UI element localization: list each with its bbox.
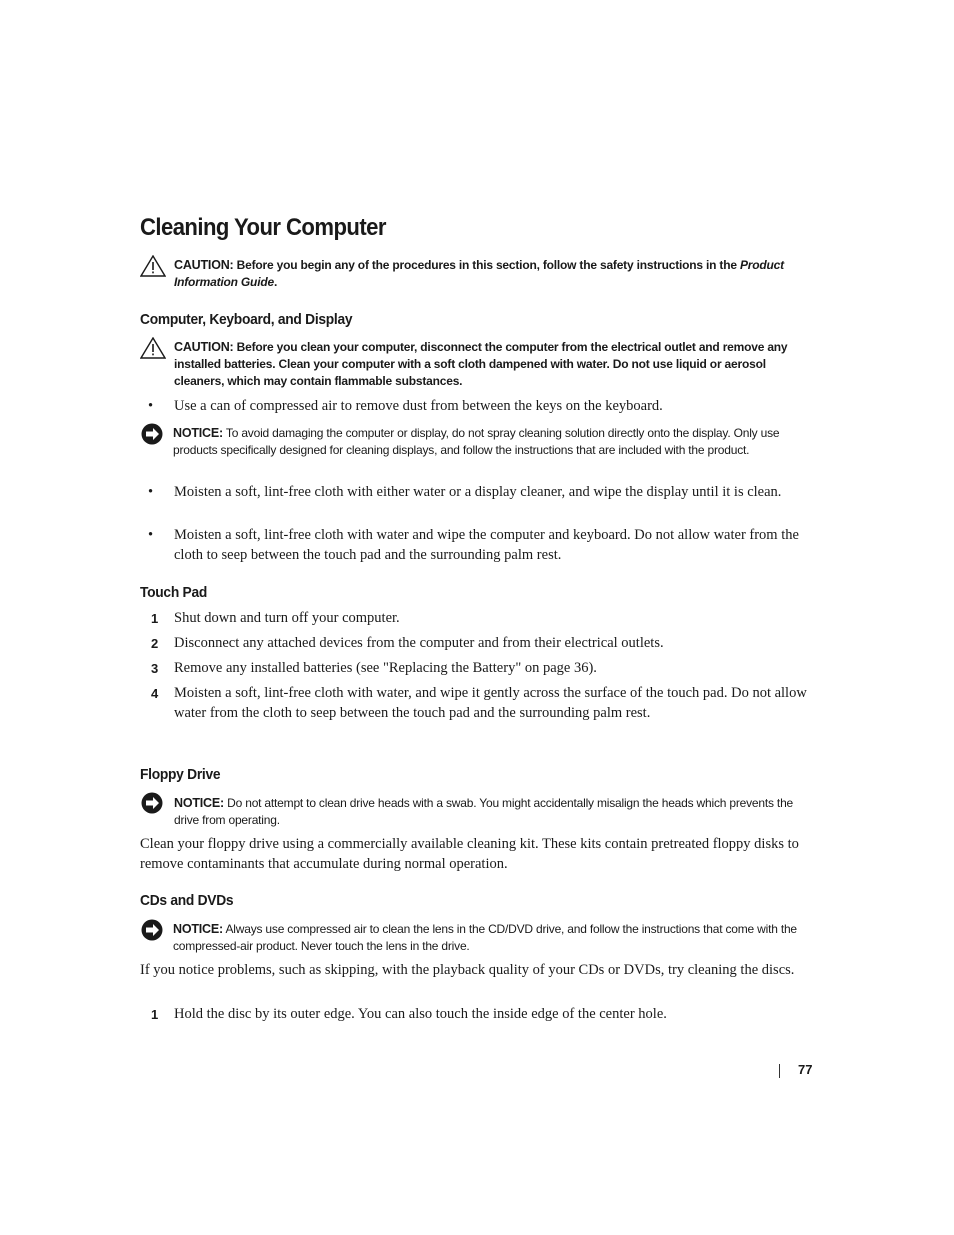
caution-intro-guide: Product Information Guide: [174, 258, 784, 289]
step-item: [140, 1005, 815, 1025]
notice-keyboard-body: To avoid damaging the computer or display, do not spray cleaning solution directly onto the display. Only use products specifically designed for cleaning displays, and follow the instructions that are included with the product.: [173, 426, 780, 457]
step-text: Shut down and turn off your computer.: [174, 610, 400, 626]
caution-label: CAUTION:: [174, 340, 234, 354]
section-heading-cds: CDs and DVDs: [140, 892, 234, 909]
step-number: 4: [151, 686, 159, 701]
notice-arrow-icon: [140, 792, 166, 814]
section-heading-keyboard: Computer, Keyboard, and Display: [140, 311, 353, 328]
bullet-mark: •: [148, 527, 154, 543]
floppy-paragraph: Clean your floppy drive using a commercially available cleaning kit. These kits contain pretreated floppy disks to remove contaminants that accumulate during normal operation.: [140, 836, 799, 872]
caution-keyboard-body: Before you clean your computer, disconnect the computer from the electrical outlet and remove any installed batteries. Clean your computer with a soft cloth dampened with water. Do not use liquid or aerosol cleaners, which may contain flammable substances.: [174, 340, 788, 388]
caution-intro: [140, 255, 815, 291]
step-text: Moisten a soft, lint-free cloth with water, and wipe it gently across the surface of the touch pad. Do not allow water from the cloth to seep between the touch pad and the surrounding palm rest.: [174, 685, 807, 721]
section-heading-touchpad: Touch Pad: [140, 584, 208, 601]
page-title: Cleaning Your Computer: [140, 214, 386, 241]
caution-triangle-icon: [140, 337, 166, 359]
step-text: Hold the disc by its outer edge. You can also touch the inside edge of the center hole.: [174, 1006, 667, 1022]
caution-intro-end: .: [273, 275, 278, 289]
notice-arrow-icon: [140, 423, 166, 445]
notice-label: NOTICE:: [173, 922, 223, 936]
bullet-mark: •: [148, 398, 154, 414]
notice-cds: [140, 919, 815, 955]
step-number: 1: [151, 611, 159, 626]
bullet-mark: •: [148, 484, 154, 500]
notice-cds-body: Always use compressed air to clean the lens in the CD/DVD drive, and follow the instructions that come with the compressed-air product. Never touch the lens in the drive.: [173, 922, 797, 953]
footer-divider: [779, 1064, 780, 1078]
notice-arrow-icon: [140, 919, 166, 941]
step-item: [140, 659, 815, 679]
list-item-text: Use a can of compressed air to remove dust from between the keys on the keyboard.: [174, 398, 663, 414]
section-heading-floppy: Floppy Drive: [140, 766, 221, 783]
notice-label: NOTICE:: [173, 426, 223, 440]
page-number: 77: [798, 1062, 813, 1077]
list-item-text: Moisten a soft, lint-free cloth with either water or a display cleaner, and wipe the display until it is clean.: [174, 484, 782, 500]
step-item: [140, 684, 815, 723]
step-item: [140, 609, 815, 629]
notice-floppy: [140, 792, 815, 829]
caution-keyboard-text: [174, 339, 815, 390]
notice-cds-text: [173, 921, 815, 955]
notice-floppy-body: Do not attempt to clean drive heads with a swab. You might accidentally misalign the heads which prevents the drive from operating.: [174, 796, 794, 827]
list-item: [140, 397, 815, 417]
list-item: [140, 526, 815, 565]
notice-keyboard: [140, 423, 815, 459]
caution-keyboard: [140, 337, 815, 390]
step-number: 3: [151, 661, 159, 676]
step-number: 1: [151, 1007, 159, 1022]
step-text: Disconnect any attached devices from the computer and from their electrical outlets.: [174, 635, 664, 651]
notice-floppy-text: [174, 795, 815, 829]
list-item: [140, 483, 815, 503]
step-item: [140, 634, 815, 654]
caution-intro-text: [174, 257, 815, 291]
step-text: Remove any installed batteries (see "Replacing the Battery" on page 36).: [174, 660, 597, 676]
list-item-text: Moisten a soft, lint-free cloth with water and wipe the computer and keyboard. Do not allow water from the cloth to seep between the touch pad and the surrounding palm rest.: [174, 527, 799, 563]
step-number: 2: [151, 636, 159, 651]
notice-label: NOTICE:: [174, 796, 224, 810]
cds-paragraph: If you notice problems, such as skipping, with the playback quality of your CDs or DVDs, try cleaning the discs.: [140, 962, 795, 978]
notice-keyboard-text: [173, 425, 815, 459]
caution-label: CAUTION:: [174, 258, 234, 272]
caution-intro-body: Before you begin any of the procedures in this section, follow the safety instructions in the: [236, 258, 737, 272]
caution-triangle-icon: [140, 255, 166, 277]
